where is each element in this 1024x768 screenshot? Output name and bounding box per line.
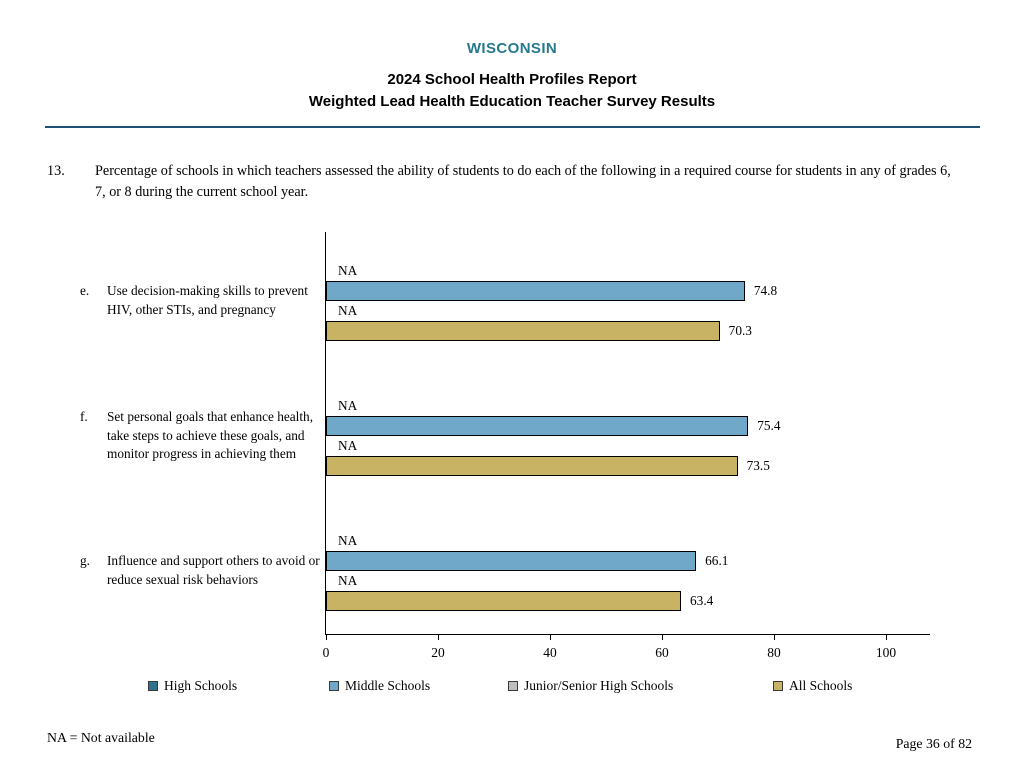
legend-label: High Schools xyxy=(164,678,238,693)
bar-row-high-schools xyxy=(326,261,930,281)
bar-value-label: 73.5 xyxy=(746,458,770,473)
legend-item xyxy=(508,678,673,694)
na-value-label: NA xyxy=(338,398,358,413)
bar-value-label: 66.1 xyxy=(705,553,729,568)
category-letter: e. xyxy=(80,283,90,299)
bar-row-junior-senior-high-schools xyxy=(326,436,930,456)
category-letter: f. xyxy=(80,408,88,424)
bar-row-junior-senior-high-schools xyxy=(326,571,930,591)
x-axis-tick xyxy=(774,634,775,640)
bar-row-middle-schools xyxy=(326,416,930,436)
na-value-label: NA xyxy=(338,533,358,548)
question-block xyxy=(47,161,965,202)
bar xyxy=(326,456,738,476)
na-value-label: NA xyxy=(338,573,358,588)
x-axis-tick-label: 100 xyxy=(875,645,897,660)
legend-swatch xyxy=(508,681,518,691)
bar-value-label: 70.3 xyxy=(728,323,752,338)
x-axis-tick xyxy=(550,634,551,640)
x-axis-tick-label: 20 xyxy=(431,645,445,660)
bar xyxy=(326,591,681,611)
state-title: WISCONSIN xyxy=(466,40,558,57)
header-divider xyxy=(45,126,980,128)
x-axis-tick xyxy=(326,634,327,640)
bar xyxy=(326,281,745,301)
bar-row-middle-schools xyxy=(326,281,930,301)
na-value-label: NA xyxy=(338,303,358,318)
category-label xyxy=(80,396,320,476)
na-value-label: NA xyxy=(338,263,358,278)
x-axis-tick-label: 60 xyxy=(655,645,669,660)
legend-swatch xyxy=(329,681,339,691)
page-number: Page 36 of 82 xyxy=(895,736,972,751)
category-label xyxy=(80,531,320,611)
x-axis-tick xyxy=(438,634,439,640)
bar-value-label: 75.4 xyxy=(757,418,781,433)
bar-row-all-schools xyxy=(326,591,930,611)
legend-item xyxy=(773,678,852,694)
report-title-line2: Weighted Lead Health Education Teacher Survey Results xyxy=(308,93,716,110)
report-title-line1: 2024 School Health Profiles Report xyxy=(387,71,637,88)
x-axis-tick-label: 0 xyxy=(322,645,330,660)
category-text: Use decision-making skills to prevent HIV, other STIs, and pregnancy xyxy=(107,283,308,317)
category-text: Influence and support others to avoid or reduce sexual risk behaviors xyxy=(107,553,320,587)
legend-label: Junior/Senior High Schools xyxy=(524,678,674,693)
legend-label: All Schools xyxy=(789,678,853,693)
na-value-label: NA xyxy=(338,438,358,453)
category-text: Set personal goals that enhance health, take steps to achieve these goals, and monitor progress in achieving them xyxy=(107,408,314,462)
bar xyxy=(326,416,748,436)
na-note: NA = Not available xyxy=(47,730,155,745)
bar-value-label: 63.4 xyxy=(690,593,714,608)
question-number: 13. xyxy=(47,163,65,179)
legend-item xyxy=(148,678,237,694)
category-labels xyxy=(80,232,325,635)
bar-row-high-schools xyxy=(326,531,930,551)
bar-row-all-schools xyxy=(326,456,930,476)
plot-area xyxy=(322,232,930,660)
bar xyxy=(326,321,720,341)
x-axis-tick-label: 80 xyxy=(767,645,781,660)
question-text: Percentage of schools in which teachers assessed the ability of students to do each of the following in a required course for students in any of grades 6, 7, or 8 during the current school year. xyxy=(95,163,951,200)
legend-swatch xyxy=(148,681,158,691)
bar xyxy=(326,551,696,571)
legend-label: Middle Schools xyxy=(345,678,431,693)
bar-row-all-schools xyxy=(326,321,930,341)
bar-row-high-schools xyxy=(326,396,930,416)
x-axis-tick-label: 40 xyxy=(543,645,557,660)
bar-chart xyxy=(80,232,940,660)
x-axis-tick xyxy=(662,634,663,640)
bar-row-middle-schools xyxy=(326,551,930,571)
bar-value-label: 74.8 xyxy=(753,283,778,298)
report-header xyxy=(0,40,1024,110)
legend-item xyxy=(329,678,430,694)
category-label xyxy=(80,261,320,341)
legend-swatch xyxy=(773,681,783,691)
x-axis-tick xyxy=(886,634,887,640)
chart-legend xyxy=(0,678,1024,698)
bar-row-junior-senior-high-schools xyxy=(326,301,930,321)
category-letter: g. xyxy=(80,553,90,569)
